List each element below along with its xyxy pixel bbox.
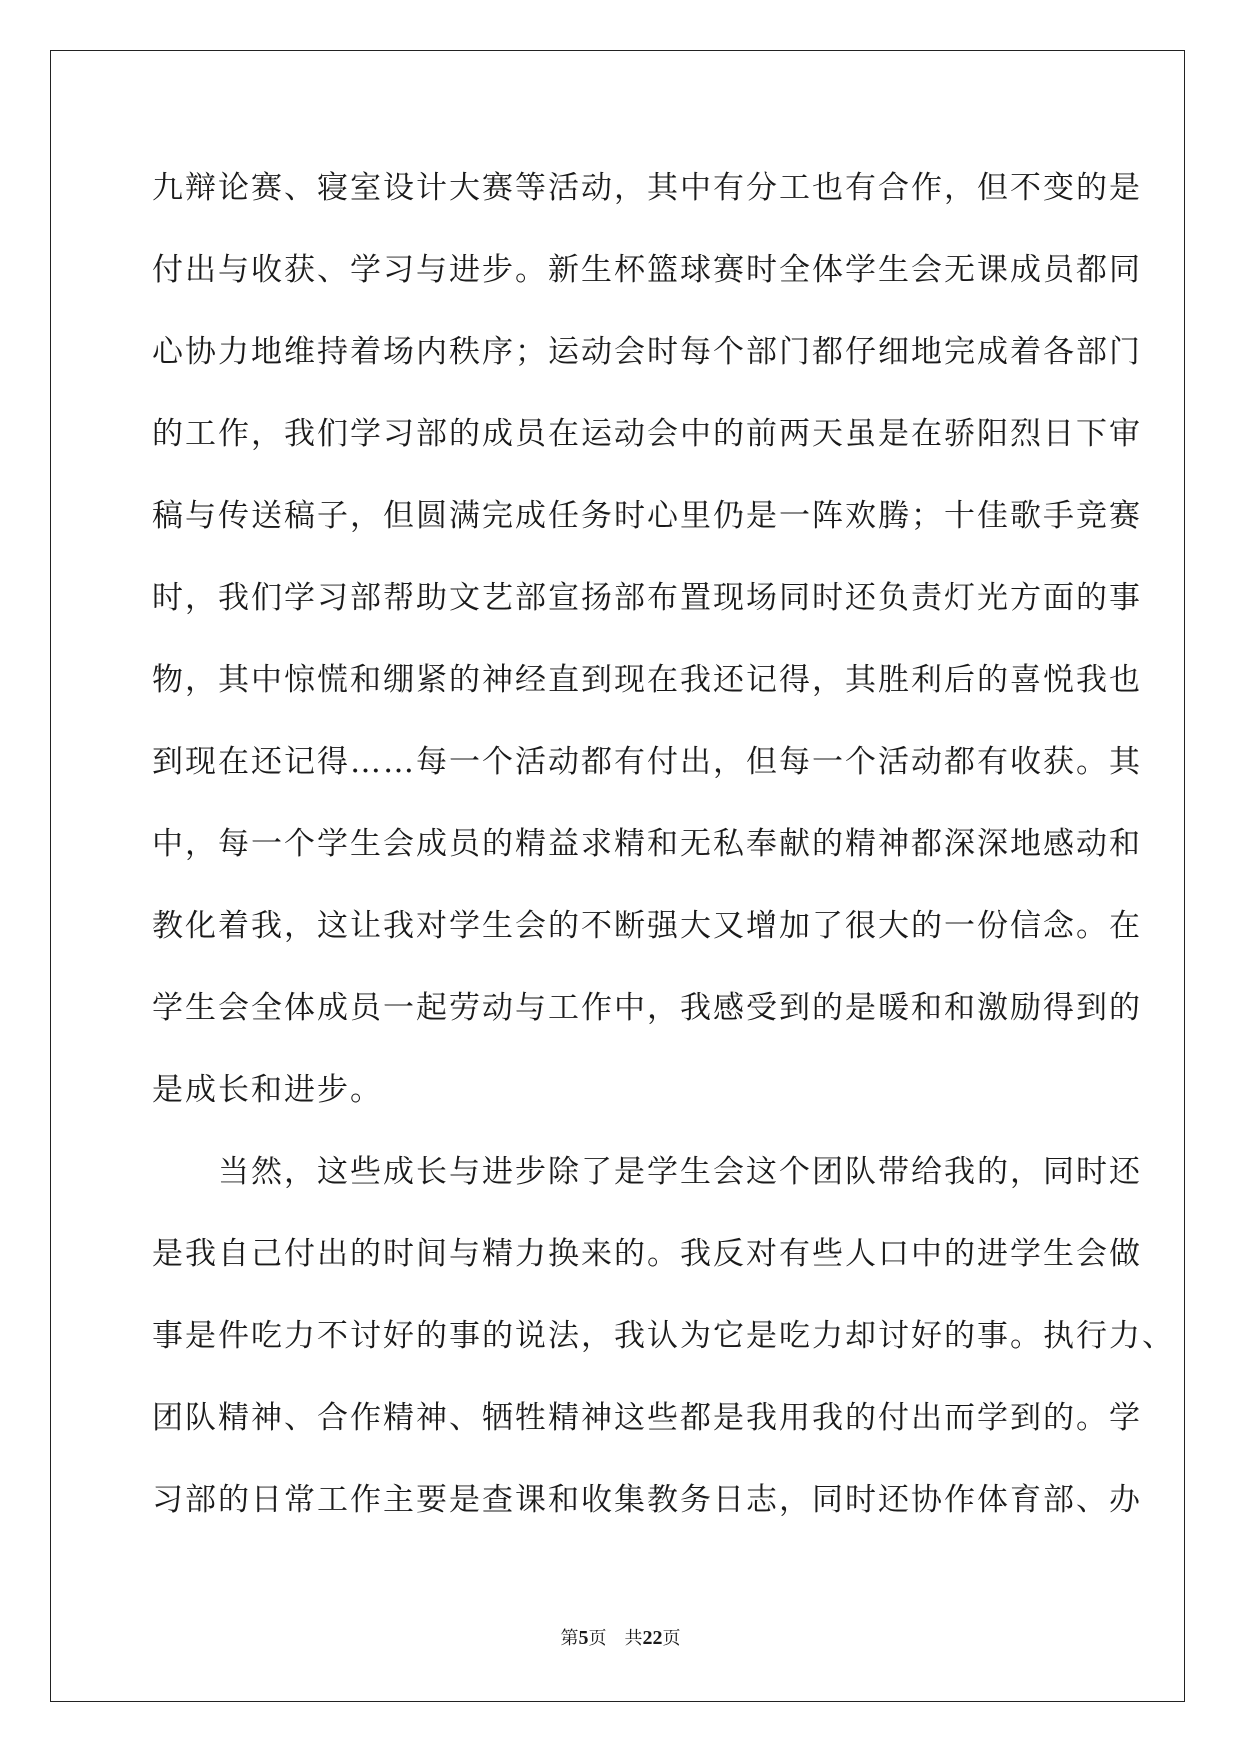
text-line: 九辩论赛、寝室设计大赛等活动，其中有分工也有合作，但不变的是 [152, 170, 1142, 206]
footer-prefix: 第 [560, 1628, 579, 1649]
text-line: 是成长和进步。 [152, 1072, 383, 1108]
text-line: 事是件吃力不讨好的事的说法，我认为它是吃力却讨好的事。执行力、 [152, 1318, 1175, 1354]
document-body [152, 160, 1175, 1554]
page-footer [0, 1624, 1241, 1650]
text-line: 心协力地维持着场内秩序；运动会时每个部门都仔细地完成着各部门 [152, 334, 1142, 370]
footer-middle: 页 共 [588, 1628, 643, 1649]
text-line: 的工作，我们学习部的成员在运动会中的前两天虽是在骄阳烈日下审 [152, 416, 1142, 452]
text-line: 教化着我，这让我对学生会的不断强大又增加了很大的一份信念。在 [152, 908, 1142, 944]
text-line: 是我自己付出的时间与精力换来的。我反对有些人口中的进学生会做 [152, 1236, 1142, 1272]
text-line: 习部的日常工作主要是查课和收集教务日志，同时还协作体育部、办 [152, 1482, 1142, 1518]
text-line: 物，其中惊慌和绷紧的神经直到现在我还记得，其胜利后的喜悦我也 [152, 662, 1142, 698]
text-line: 当然，这些成长与进步除了是学生会这个团队带给我的，同时还 [152, 1154, 1142, 1190]
footer-suffix: 页 [662, 1628, 681, 1649]
total-pages-number: 22 [642, 1627, 663, 1649]
text-line: 到现在还记得……每一个活动都有付出，但每一个活动都有收获。其 [152, 744, 1142, 780]
current-page-number: 5 [578, 1627, 589, 1649]
text-line: 团队精神、合作精神、牺牲精神这些都是我用我的付出而学到的。学 [152, 1400, 1142, 1436]
text-line: 付出与收获、学习与进步。新生杯篮球赛时全体学生会无课成员都同 [152, 252, 1142, 288]
text-line: 学生会全体成员一起劳动与工作中，我感受到的是暖和和激励得到的 [152, 990, 1142, 1026]
text-line: 时，我们学习部帮助文艺部宣扬部布置现场同时还负责灯光方面的事 [152, 580, 1142, 616]
text-line: 稿与传送稿子，但圆满完成任务时心里仍是一阵欢腾；十佳歌手竞赛 [152, 498, 1142, 534]
text-line: 中，每一个学生会成员的精益求精和无私奉献的精神都深深地感动和 [152, 826, 1142, 862]
